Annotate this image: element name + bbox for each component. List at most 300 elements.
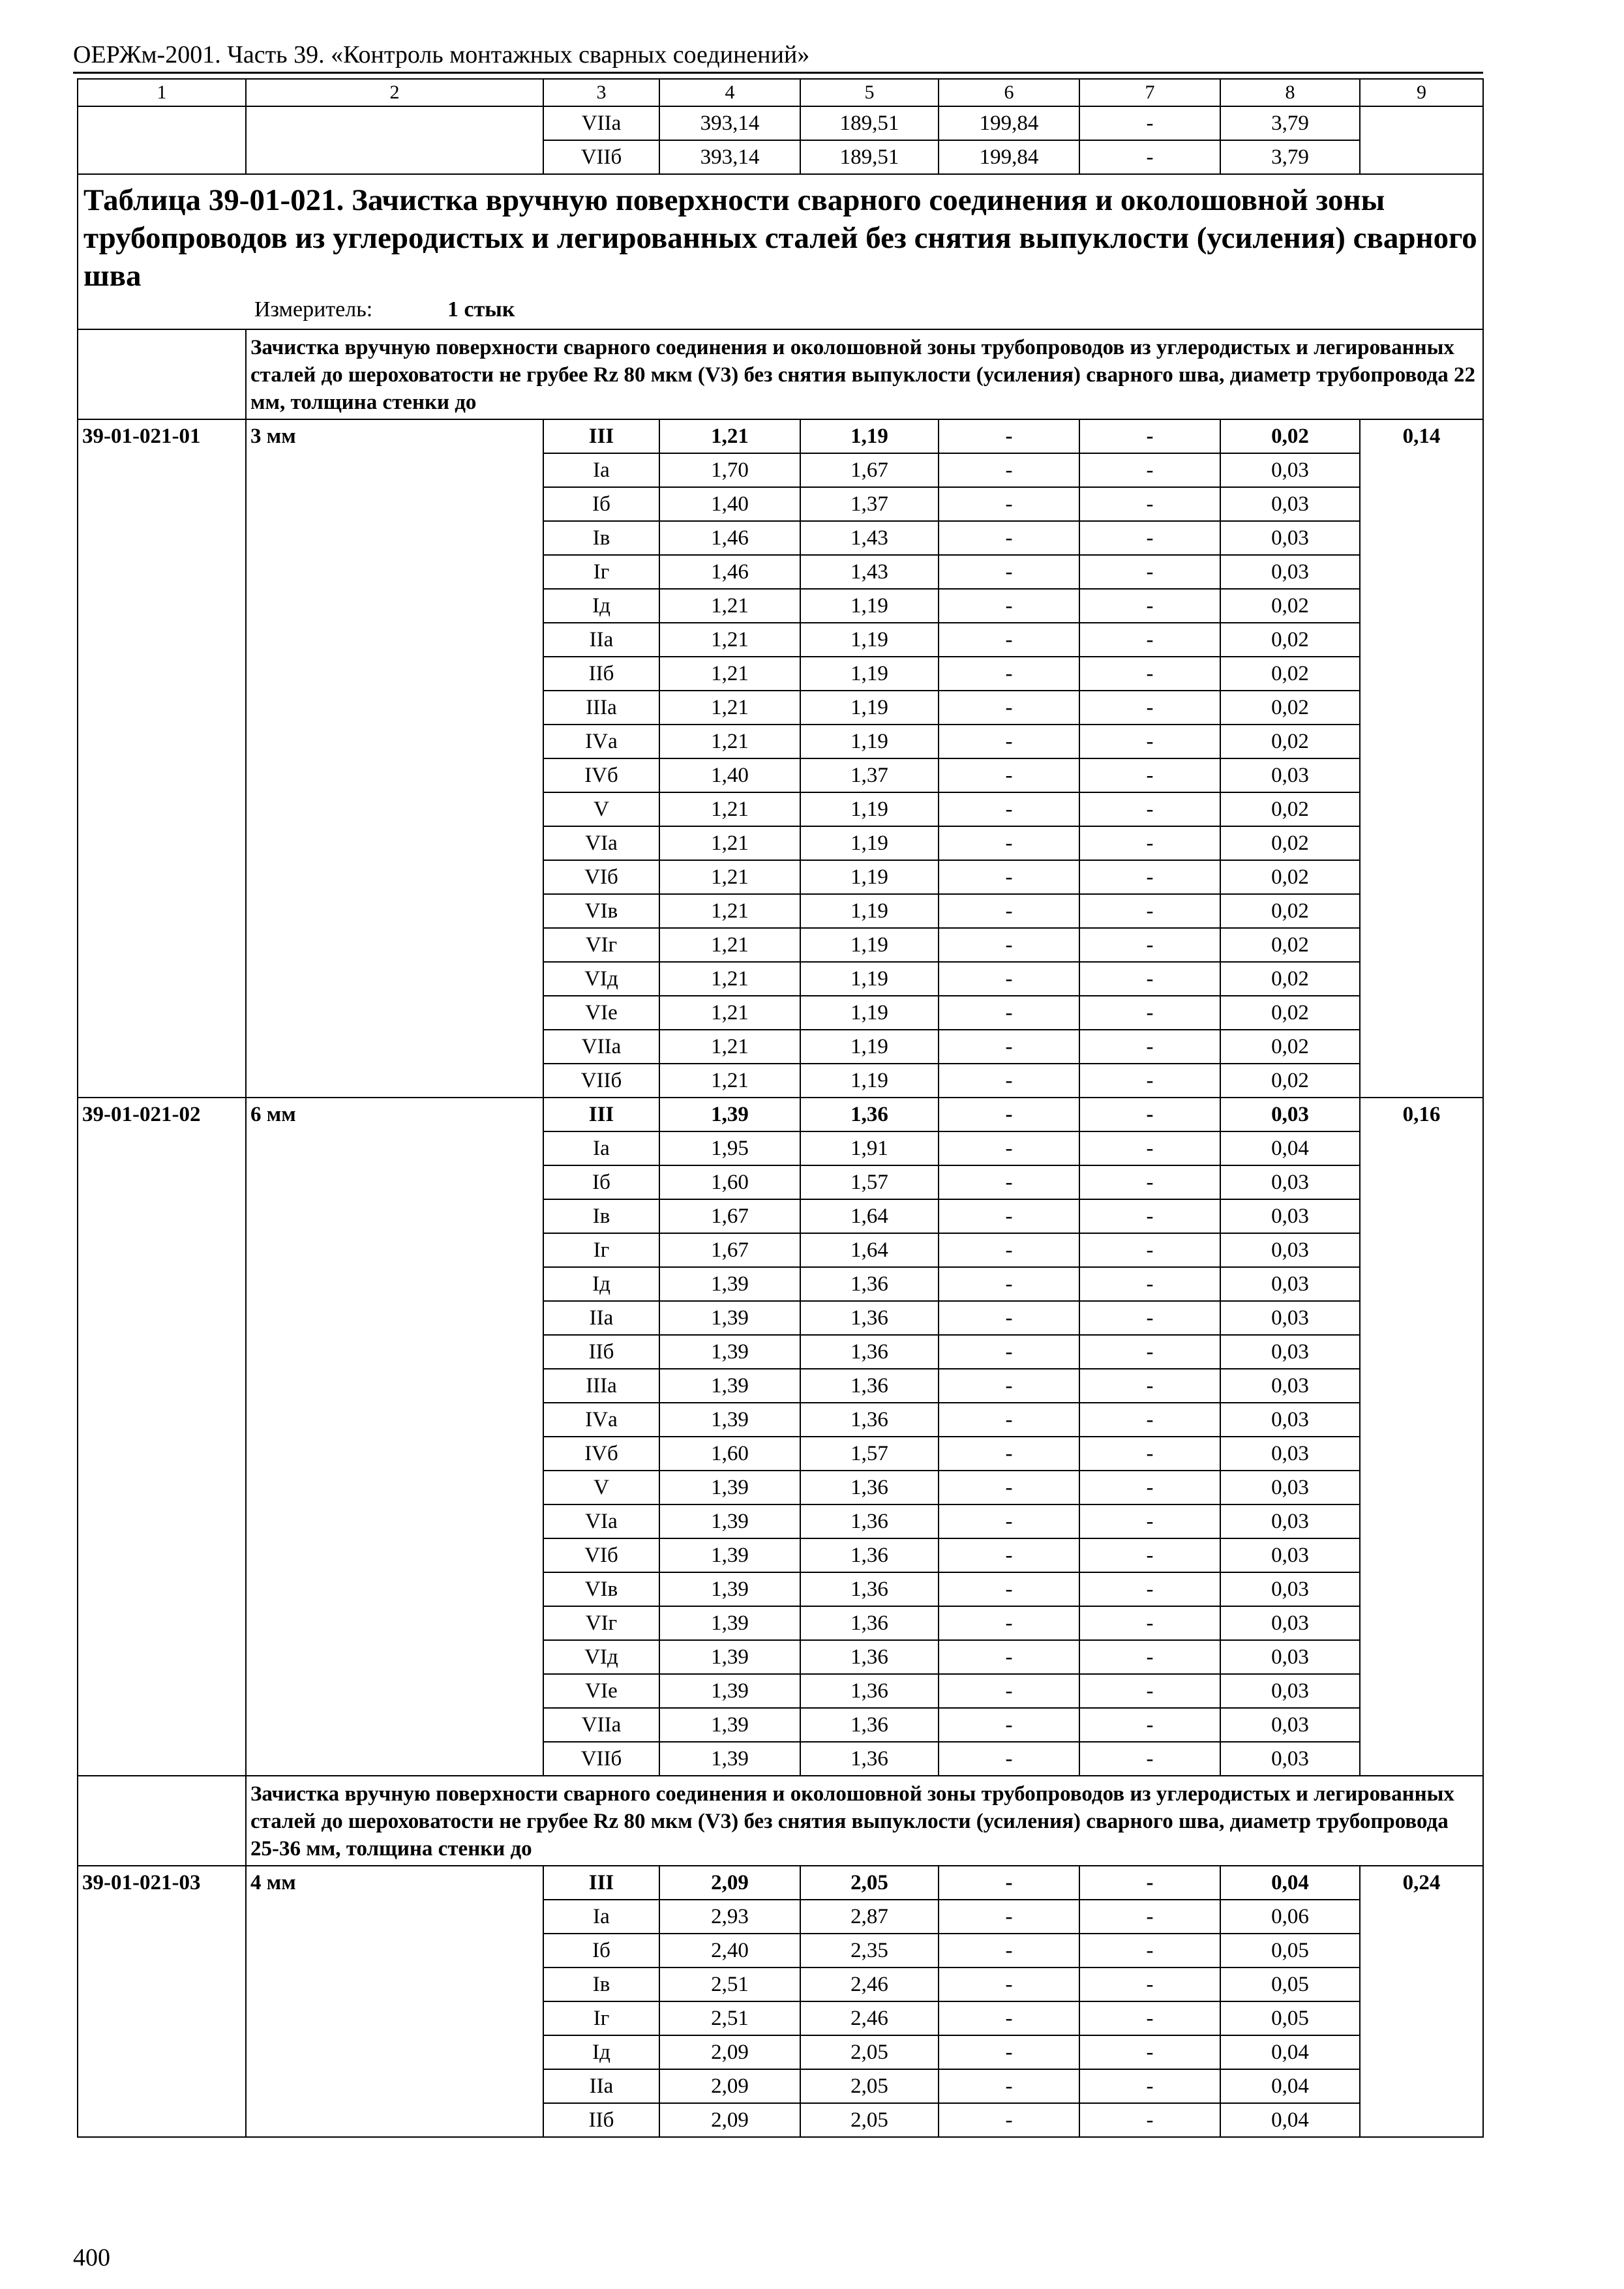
value-cell-col5: 1,36 bbox=[800, 1504, 939, 1538]
value-cell-col7: - bbox=[1079, 2069, 1220, 2103]
data-row bbox=[78, 1098, 1483, 1131]
value-cell-col5: 1,37 bbox=[800, 487, 939, 521]
data-row bbox=[78, 1866, 1483, 1900]
value-cell-col7: - bbox=[1079, 928, 1220, 962]
region-cell: VIIа bbox=[543, 1708, 659, 1742]
value-cell-col6: - bbox=[939, 623, 1079, 657]
value-cell-col8: 0,02 bbox=[1220, 894, 1360, 928]
value-cell-col4: 1,39 bbox=[659, 1335, 800, 1369]
value-cell-col5: 2,05 bbox=[800, 2069, 939, 2103]
value-cell-col5: 2,05 bbox=[800, 2035, 939, 2069]
value-cell-col7: - bbox=[1079, 894, 1220, 928]
region-cell: IVа bbox=[543, 1403, 659, 1437]
value-cell-col8: 0,04 bbox=[1220, 1131, 1360, 1165]
value-cell-col6: - bbox=[939, 1369, 1079, 1403]
value-cell-col8: 0,03 bbox=[1220, 1267, 1360, 1301]
value-cell-col8: 0,03 bbox=[1220, 521, 1360, 555]
value-cell-col4: 1,21 bbox=[659, 725, 800, 758]
page-number: 400 bbox=[73, 2244, 110, 2271]
value-cell-col8: 0,03 bbox=[1220, 1471, 1360, 1504]
value-cell-col6: - bbox=[939, 1335, 1079, 1369]
value-cell-col4: 2,40 bbox=[659, 1934, 800, 1967]
region-cell: III bbox=[543, 1098, 659, 1131]
value-cell-col4: 1,40 bbox=[659, 758, 800, 792]
region-cell: Iг bbox=[543, 2001, 659, 2035]
value-cell-col4: 1,39 bbox=[659, 1471, 800, 1504]
value-cell-col7: - bbox=[1079, 826, 1220, 860]
value-cell-col6: - bbox=[939, 996, 1079, 1030]
value-cell-col7: - bbox=[1079, 2001, 1220, 2035]
region-cell: Iа bbox=[543, 1131, 659, 1165]
value-cell-col7: - bbox=[1079, 419, 1220, 453]
carryover-row bbox=[78, 106, 1483, 140]
region-cell: VIIа bbox=[543, 1030, 659, 1064]
value-cell-col7: - bbox=[1079, 2103, 1220, 2137]
value-cell-col7: - bbox=[1079, 1967, 1220, 2001]
section-description-spacer bbox=[78, 329, 246, 419]
value-cell-col5: 1,36 bbox=[800, 1335, 939, 1369]
value-cell-col6: - bbox=[939, 487, 1079, 521]
value-cell-col6: 199,84 bbox=[939, 106, 1079, 140]
column-number-cell: 4 bbox=[659, 79, 800, 106]
value-cell-col5: 1,19 bbox=[800, 792, 939, 826]
section-description-row bbox=[78, 1776, 1483, 1866]
region-cell: VIа bbox=[543, 826, 659, 860]
value-cell-col6: - bbox=[939, 1674, 1079, 1708]
value-cell-col5: 1,19 bbox=[800, 691, 939, 725]
value-cell-col8: 3,79 bbox=[1220, 106, 1360, 140]
value-cell-col5: 1,19 bbox=[800, 928, 939, 962]
value-cell-col8: 0,03 bbox=[1220, 1335, 1360, 1369]
value-cell-col4: 2,09 bbox=[659, 2103, 800, 2137]
value-cell-col8: 0,03 bbox=[1220, 1403, 1360, 1437]
value-cell-col4: 1,39 bbox=[659, 1538, 800, 1572]
region-cell: Iг bbox=[543, 1233, 659, 1267]
value-cell-col5: 1,36 bbox=[800, 1301, 939, 1335]
value-cell-col4: 1,67 bbox=[659, 1233, 800, 1267]
unit-label: Измеритель: bbox=[254, 297, 373, 322]
value-cell-col8: 0,03 bbox=[1220, 1233, 1360, 1267]
value-cell-col7: - bbox=[1079, 555, 1220, 589]
region-cell: IIб bbox=[543, 1335, 659, 1369]
value-cell-col4: 2,09 bbox=[659, 2069, 800, 2103]
region-cell: VIб bbox=[543, 1538, 659, 1572]
value-cell-col5: 2,05 bbox=[800, 1866, 939, 1900]
column-number-cell: 5 bbox=[800, 79, 939, 106]
value-cell-col7: - bbox=[1079, 1064, 1220, 1098]
value-cell-col5: 1,36 bbox=[800, 1403, 939, 1437]
value-cell-col8: 0,03 bbox=[1220, 487, 1360, 521]
value-cell-col6: - bbox=[939, 826, 1079, 860]
value-cell-col6: - bbox=[939, 894, 1079, 928]
value-cell-col7: - bbox=[1079, 691, 1220, 725]
value-cell-col4: 1,21 bbox=[659, 792, 800, 826]
value-cell-col7: - bbox=[1079, 1267, 1220, 1301]
value-cell-col7: - bbox=[1079, 996, 1220, 1030]
value-cell-col5: 189,51 bbox=[800, 140, 939, 174]
value-cell-col6: - bbox=[939, 1640, 1079, 1674]
table-title: Таблица 39-01-021. Зачистка вручную поверхности сварного соединения и околошовной зоны трубопроводов из углеродистых и легированных сталей без снятия выпуклости (усиления) сварного шва bbox=[83, 183, 1477, 293]
value-cell-col5: 189,51 bbox=[800, 106, 939, 140]
value-cell-col8: 0,04 bbox=[1220, 1866, 1360, 1900]
value-cell-col4: 2,93 bbox=[659, 1900, 800, 1934]
value-cell-col4: 1,21 bbox=[659, 623, 800, 657]
value-cell-col8: 0,02 bbox=[1220, 657, 1360, 691]
region-cell: IVа bbox=[543, 725, 659, 758]
value-cell-col7: - bbox=[1079, 758, 1220, 792]
value-cell-col4: 1,39 bbox=[659, 1504, 800, 1538]
value-cell-col8: 0,03 bbox=[1220, 1369, 1360, 1403]
unit-value: 1 стык bbox=[447, 297, 515, 322]
wall-thickness-cell: 3 мм bbox=[246, 419, 543, 1098]
value-cell-col7: - bbox=[1079, 1369, 1220, 1403]
region-cell: Iб bbox=[543, 1165, 659, 1199]
value-cell-col6: - bbox=[939, 589, 1079, 623]
value-cell-col8: 0,05 bbox=[1220, 1967, 1360, 2001]
value-cell-col6: - bbox=[939, 1708, 1079, 1742]
value-cell-col8: 0,03 bbox=[1220, 1199, 1360, 1233]
region-cell: IVб bbox=[543, 758, 659, 792]
value-cell-col6: - bbox=[939, 1301, 1079, 1335]
region-cell: IIа bbox=[543, 2069, 659, 2103]
value-cell-col6: - bbox=[939, 1064, 1079, 1098]
value-cell-col8: 0,02 bbox=[1220, 589, 1360, 623]
value-cell-col7: - bbox=[1079, 1640, 1220, 1674]
rates-table bbox=[77, 78, 1484, 2138]
column-number-cell: 1 bbox=[78, 79, 246, 106]
value-cell-col7: - bbox=[1079, 106, 1220, 140]
value-cell-col5: 1,19 bbox=[800, 894, 939, 928]
value-cell-col5: 2,46 bbox=[800, 1967, 939, 2001]
value-cell-col6: - bbox=[939, 1934, 1079, 1967]
value-cell-col7: - bbox=[1079, 1708, 1220, 1742]
region-cell: Iг bbox=[543, 555, 659, 589]
value-cell-col8: 0,03 bbox=[1220, 1098, 1360, 1131]
value-cell-col6: - bbox=[939, 1538, 1079, 1572]
value-cell-col4: 1,39 bbox=[659, 1098, 800, 1131]
value-cell-col7: - bbox=[1079, 1335, 1220, 1369]
value-cell-col4: 1,40 bbox=[659, 487, 800, 521]
value-cell-col5: 1,19 bbox=[800, 1064, 939, 1098]
value-cell-col4: 2,09 bbox=[659, 2035, 800, 2069]
value-cell-col7: - bbox=[1079, 1504, 1220, 1538]
value-cell-col7: - bbox=[1079, 962, 1220, 996]
value-cell-col7: - bbox=[1079, 1165, 1220, 1199]
value-cell-col5: 1,36 bbox=[800, 1606, 939, 1640]
value-cell-col7: - bbox=[1079, 1199, 1220, 1233]
value-cell-col8: 0,05 bbox=[1220, 2001, 1360, 2035]
value-cell-col8: 0,03 bbox=[1220, 1640, 1360, 1674]
value-cell-col8: 0,06 bbox=[1220, 1900, 1360, 1934]
section-description: Зачистка вручную поверхности сварного соединения и околошовной зоны трубопроводов из углеродистых и легированных сталей до шероховатости не грубее Rz 80 мкм (V3) без снятия выпуклости (усиления) сварного шва, диаметр трубопровода 25-36 мм, толщина стенки до bbox=[246, 1776, 1483, 1866]
value-cell-col6: - bbox=[939, 1199, 1079, 1233]
value-cell-col5: 1,36 bbox=[800, 1742, 939, 1776]
value-cell-col7: - bbox=[1079, 1471, 1220, 1504]
section-description-spacer bbox=[78, 1776, 246, 1866]
value-cell-col8: 0,03 bbox=[1220, 1165, 1360, 1199]
value-cell-col8: 0,04 bbox=[1220, 2035, 1360, 2069]
value-cell-col7: - bbox=[1079, 1030, 1220, 1064]
column-number-cell: 8 bbox=[1220, 79, 1360, 106]
value-cell-col7: - bbox=[1079, 2035, 1220, 2069]
value-cell-col4: 2,51 bbox=[659, 1967, 800, 2001]
rate-code-cell: 39-01-021-01 bbox=[78, 419, 246, 1098]
value-cell-col6: - bbox=[939, 792, 1079, 826]
value-cell-col6: - bbox=[939, 1267, 1079, 1301]
value-cell-col7: - bbox=[1079, 623, 1220, 657]
rate-code-cell: 39-01-021-02 bbox=[78, 1098, 246, 1776]
value-cell-col6: - bbox=[939, 1504, 1079, 1538]
value-cell-col7: - bbox=[1079, 1866, 1220, 1900]
value-cell-col5: 2,35 bbox=[800, 1934, 939, 1967]
value-cell-col6: - bbox=[939, 691, 1079, 725]
region-cell: IIIа bbox=[543, 691, 659, 725]
value-cell-col5: 1,36 bbox=[800, 1471, 939, 1504]
value-cell-col6: - bbox=[939, 521, 1079, 555]
value-cell-col7: - bbox=[1079, 453, 1220, 487]
region-cell: VIIа bbox=[543, 106, 659, 140]
value-cell-col6: - bbox=[939, 928, 1079, 962]
region-cell: VIд bbox=[543, 962, 659, 996]
value-cell-col7: - bbox=[1079, 1674, 1220, 1708]
value-cell-col5: 1,19 bbox=[800, 962, 939, 996]
value-cell-col7: - bbox=[1079, 1934, 1220, 1967]
region-cell: Iб bbox=[543, 487, 659, 521]
value-cell-col5: 1,37 bbox=[800, 758, 939, 792]
data-row bbox=[78, 419, 1483, 453]
region-cell: III bbox=[543, 1866, 659, 1900]
value-cell-col4: 2,09 bbox=[659, 1866, 800, 1900]
region-cell: IVб bbox=[543, 1437, 659, 1471]
value-cell-col5: 1,19 bbox=[800, 589, 939, 623]
value-cell-col4: 1,60 bbox=[659, 1437, 800, 1471]
value-cell-col5: 1,36 bbox=[800, 1674, 939, 1708]
value-cell-col5: 1,57 bbox=[800, 1165, 939, 1199]
region-cell: IIб bbox=[543, 2103, 659, 2137]
column-number-row bbox=[78, 79, 1483, 106]
region-cell: VIд bbox=[543, 1640, 659, 1674]
value-cell-col8: 0,03 bbox=[1220, 1606, 1360, 1640]
rate-code-cell: 39-01-021-03 bbox=[78, 1866, 246, 2137]
value-cell-col8: 0,03 bbox=[1220, 1674, 1360, 1708]
value-cell-col5: 1,64 bbox=[800, 1233, 939, 1267]
value-cell-col8: 0,02 bbox=[1220, 860, 1360, 894]
region-cell: IIа bbox=[543, 1301, 659, 1335]
value-cell-col6: - bbox=[939, 1471, 1079, 1504]
value-cell-col8: 0,03 bbox=[1220, 453, 1360, 487]
region-cell: VIг bbox=[543, 928, 659, 962]
value-cell-col7: - bbox=[1079, 1131, 1220, 1165]
value-cell-col5: 1,67 bbox=[800, 453, 939, 487]
value-cell-col4: 1,21 bbox=[659, 691, 800, 725]
value-cell-col6: - bbox=[939, 1403, 1079, 1437]
value-cell-col4: 1,21 bbox=[659, 962, 800, 996]
region-cell: V bbox=[543, 1471, 659, 1504]
value-cell-col4: 1,21 bbox=[659, 589, 800, 623]
region-cell: VIа bbox=[543, 1504, 659, 1538]
value-cell-col8: 0,03 bbox=[1220, 1301, 1360, 1335]
table-title-cell bbox=[78, 174, 1483, 329]
region-cell: Iд bbox=[543, 1267, 659, 1301]
value-cell-col4: 1,70 bbox=[659, 453, 800, 487]
value-cell-col5: 2,46 bbox=[800, 2001, 939, 2035]
value-cell-col8: 0,03 bbox=[1220, 1437, 1360, 1471]
value-cell-col4: 1,39 bbox=[659, 1572, 800, 1606]
region-cell: VIе bbox=[543, 996, 659, 1030]
region-cell: Iв bbox=[543, 521, 659, 555]
value-cell-col5: 1,36 bbox=[800, 1369, 939, 1403]
value-cell-col6: - bbox=[939, 1165, 1079, 1199]
value-cell-col7: - bbox=[1079, 1538, 1220, 1572]
region-cell: IIб bbox=[543, 657, 659, 691]
value-cell-col7: - bbox=[1079, 1606, 1220, 1640]
value-cell-col6: - bbox=[939, 419, 1079, 453]
value-cell-col6: - bbox=[939, 1900, 1079, 1934]
col9-value-cell: 0,24 bbox=[1360, 1866, 1483, 2137]
value-cell-col6: - bbox=[939, 725, 1079, 758]
section-description-row bbox=[78, 329, 1483, 419]
value-cell-col6: - bbox=[939, 1742, 1079, 1776]
value-cell-col8: 0,02 bbox=[1220, 826, 1360, 860]
table-title-row bbox=[78, 174, 1483, 329]
region-cell: VIг bbox=[543, 1606, 659, 1640]
value-cell-col4: 1,21 bbox=[659, 1030, 800, 1064]
value-cell-col5: 1,36 bbox=[800, 1098, 939, 1131]
value-cell-col8: 3,79 bbox=[1220, 140, 1360, 174]
value-cell-col7: - bbox=[1079, 860, 1220, 894]
region-cell: III bbox=[543, 419, 659, 453]
value-cell-col6: - bbox=[939, 1967, 1079, 2001]
value-cell-col5: 1,36 bbox=[800, 1708, 939, 1742]
value-cell-col4: 393,14 bbox=[659, 106, 800, 140]
region-cell: V bbox=[543, 792, 659, 826]
value-cell-col5: 1,36 bbox=[800, 1538, 939, 1572]
value-cell-col5: 1,19 bbox=[800, 419, 939, 453]
region-cell: Iв bbox=[543, 1967, 659, 2001]
value-cell-col6: - bbox=[939, 1098, 1079, 1131]
wall-thickness-cell: 6 мм bbox=[246, 1098, 543, 1776]
section-description: Зачистка вручную поверхности сварного соединения и околошовной зоны трубопроводов из углеродистых и легированных сталей до шероховатости не грубее Rz 80 мкм (V3) без снятия выпуклости (усиления) сварного шва, диаметр трубопровода 22 мм, толщина стенки до bbox=[246, 329, 1483, 419]
value-cell-col4: 1,21 bbox=[659, 894, 800, 928]
value-cell-col8: 0,02 bbox=[1220, 928, 1360, 962]
region-cell: VIIб bbox=[543, 1742, 659, 1776]
value-cell-col6: - bbox=[939, 1437, 1079, 1471]
value-cell-col4: 1,46 bbox=[659, 555, 800, 589]
value-cell-col8: 0,04 bbox=[1220, 2103, 1360, 2137]
value-cell-col5: 1,43 bbox=[800, 555, 939, 589]
value-cell-col4: 1,39 bbox=[659, 1606, 800, 1640]
value-cell-col4: 1,21 bbox=[659, 419, 800, 453]
unit-line bbox=[83, 295, 1477, 325]
value-cell-col4: 1,21 bbox=[659, 826, 800, 860]
value-cell-col4: 1,39 bbox=[659, 1369, 800, 1403]
value-cell-col8: 0,02 bbox=[1220, 419, 1360, 453]
value-cell-col7: - bbox=[1079, 1233, 1220, 1267]
value-cell-col6: - bbox=[939, 2069, 1079, 2103]
region-cell: Iд bbox=[543, 589, 659, 623]
value-cell-col7: - bbox=[1079, 657, 1220, 691]
value-cell-col8: 0,02 bbox=[1220, 996, 1360, 1030]
value-cell-col5: 2,87 bbox=[800, 1900, 939, 1934]
value-cell-col5: 1,36 bbox=[800, 1640, 939, 1674]
value-cell-col8: 0,03 bbox=[1220, 758, 1360, 792]
region-cell: Iа bbox=[543, 1900, 659, 1934]
value-cell-col6: - bbox=[939, 555, 1079, 589]
value-cell-col5: 1,19 bbox=[800, 1030, 939, 1064]
carryover-thickness-cell bbox=[246, 106, 543, 174]
value-cell-col7: - bbox=[1079, 1301, 1220, 1335]
value-cell-col4: 1,67 bbox=[659, 1199, 800, 1233]
carryover-code-cell bbox=[78, 106, 246, 174]
value-cell-col6: - bbox=[939, 2001, 1079, 2035]
column-number-cell: 3 bbox=[543, 79, 659, 106]
value-cell-col8: 0,04 bbox=[1220, 2069, 1360, 2103]
region-cell: VIIб bbox=[543, 1064, 659, 1098]
value-cell-col4: 1,39 bbox=[659, 1674, 800, 1708]
value-cell-col5: 1,19 bbox=[800, 996, 939, 1030]
value-cell-col7: - bbox=[1079, 1900, 1220, 1934]
value-cell-col6: - bbox=[939, 1131, 1079, 1165]
value-cell-col4: 393,14 bbox=[659, 140, 800, 174]
value-cell-col6: - bbox=[939, 1606, 1079, 1640]
value-cell-col8: 0,02 bbox=[1220, 691, 1360, 725]
value-cell-col4: 1,21 bbox=[659, 996, 800, 1030]
value-cell-col6: - bbox=[939, 1572, 1079, 1606]
value-cell-col7: - bbox=[1079, 487, 1220, 521]
value-cell-col6: - bbox=[939, 1866, 1079, 1900]
region-cell: VIв bbox=[543, 1572, 659, 1606]
value-cell-col5: 2,05 bbox=[800, 2103, 939, 2137]
value-cell-col6: - bbox=[939, 1233, 1079, 1267]
value-cell-col7: - bbox=[1079, 1098, 1220, 1131]
value-cell-col4: 1,39 bbox=[659, 1742, 800, 1776]
region-cell: IIIа bbox=[543, 1369, 659, 1403]
value-cell-col4: 1,95 bbox=[659, 1131, 800, 1165]
value-cell-col5: 1,36 bbox=[800, 1267, 939, 1301]
value-cell-col8: 0,02 bbox=[1220, 623, 1360, 657]
value-cell-col4: 1,21 bbox=[659, 657, 800, 691]
value-cell-col6: 199,84 bbox=[939, 140, 1079, 174]
value-cell-col6: - bbox=[939, 2103, 1079, 2137]
value-cell-col4: 1,21 bbox=[659, 860, 800, 894]
header-rule bbox=[73, 72, 1483, 74]
value-cell-col5: 1,19 bbox=[800, 657, 939, 691]
column-number-cell: 2 bbox=[246, 79, 543, 106]
col9-value-cell: 0,16 bbox=[1360, 1098, 1483, 1776]
value-cell-col5: 1,36 bbox=[800, 1572, 939, 1606]
region-cell: Iа bbox=[543, 453, 659, 487]
region-cell: Iд bbox=[543, 2035, 659, 2069]
value-cell-col6: - bbox=[939, 1030, 1079, 1064]
region-cell: Iб bbox=[543, 1934, 659, 1967]
value-cell-col6: - bbox=[939, 453, 1079, 487]
value-cell-col5: 1,64 bbox=[800, 1199, 939, 1233]
table-body bbox=[78, 79, 1483, 2137]
value-cell-col7: - bbox=[1079, 140, 1220, 174]
column-number-cell: 7 bbox=[1079, 79, 1220, 106]
region-cell: VIв bbox=[543, 894, 659, 928]
wall-thickness-cell: 4 мм bbox=[246, 1866, 543, 2137]
value-cell-col5: 1,57 bbox=[800, 1437, 939, 1471]
value-cell-col5: 1,19 bbox=[800, 623, 939, 657]
value-cell-col7: - bbox=[1079, 1742, 1220, 1776]
value-cell-col6: - bbox=[939, 2035, 1079, 2069]
value-cell-col6: - bbox=[939, 657, 1079, 691]
region-cell: IIа bbox=[543, 623, 659, 657]
value-cell-col7: - bbox=[1079, 1572, 1220, 1606]
value-cell-col8: 0,02 bbox=[1220, 1030, 1360, 1064]
value-cell-col4: 1,39 bbox=[659, 1403, 800, 1437]
